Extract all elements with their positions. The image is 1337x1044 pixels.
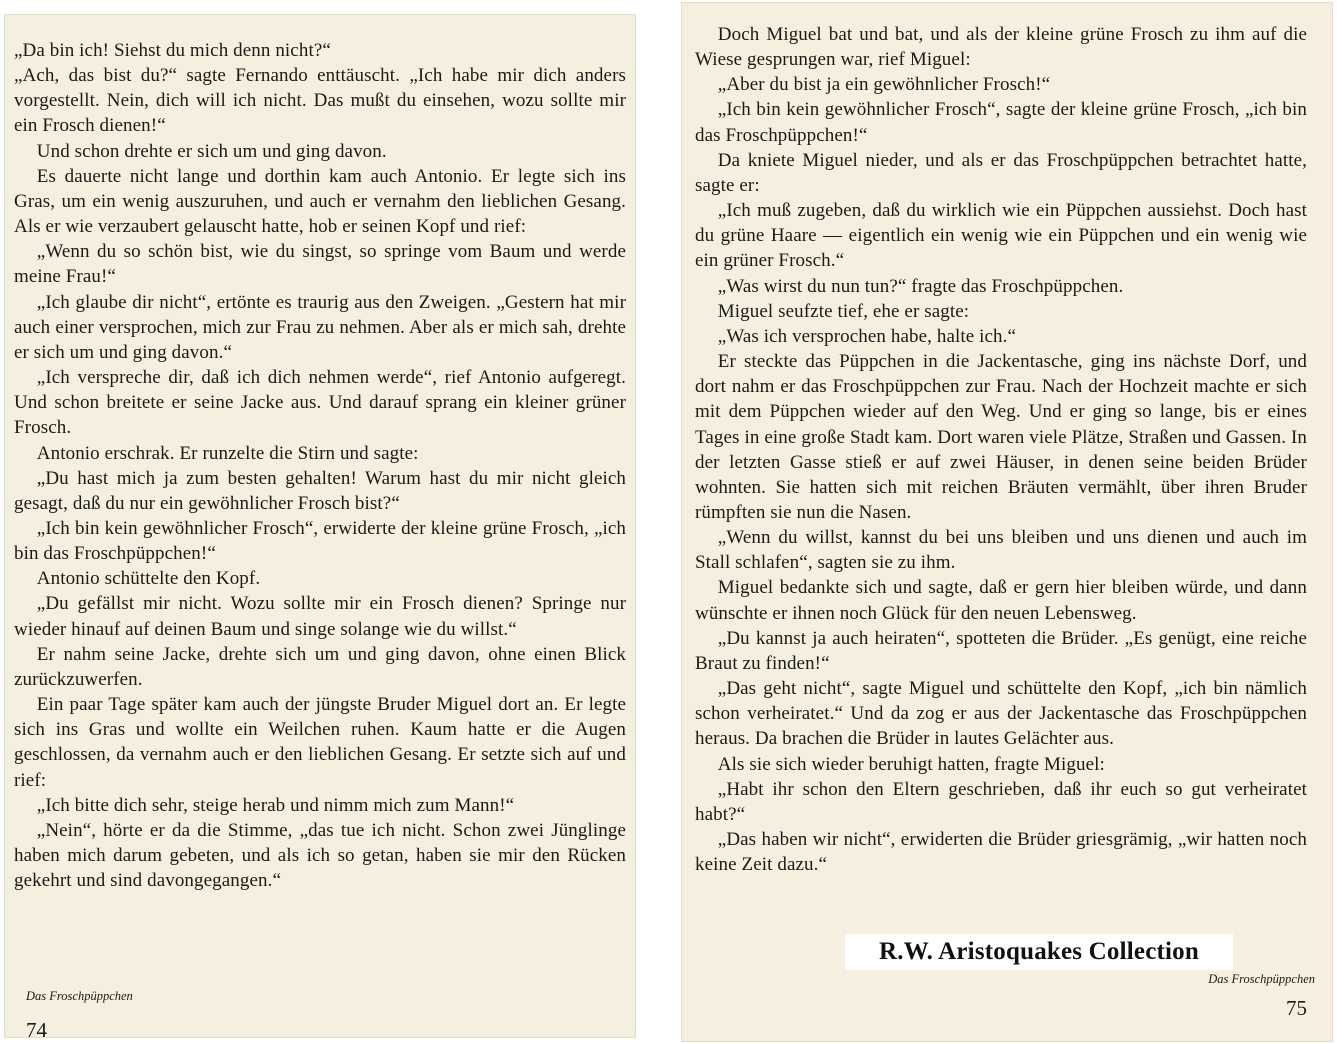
right-page-text	[695, 22, 1307, 877]
paragraph: Ein paar Tage später kam auch der jüngste Bruder Miguel dort an. Er legte sich ins Gras und wollte ein Weilchen ruhen. Kaum hatte er die Augen geschlossen, da vernahm auch er den lieblichen Gesang. Er setzte sich auf und rief:	[14, 694, 626, 791]
right-book-page	[681, 2, 1333, 1042]
paragraph: „Nein“, hörte er da die Stimme, „das tue ich nicht. Schon zwei Jünglinge haben mich darum gebeten, und als ich so getan, haben sie mir den Rücken gekehrt und sind davongegangen.“	[14, 819, 626, 892]
collection-label: R.W. Aristoquakes Collection	[845, 934, 1233, 970]
paragraph: Miguel seufzte tief, ehe er sagte:	[717, 300, 970, 322]
paragraph: „Das haben wir nicht“, erwiderten die Brüder griesgrämig, „wir hatten noch keine Zeit dazu.“	[695, 829, 1307, 876]
left-book-page	[4, 14, 636, 1042]
page-number: 75	[1286, 996, 1307, 1020]
paragraph: „Du gefällst mir nicht. Wozu sollte mir ein Frosch dienen? Springe nur wieder hinauf auf deinen Baum und singe solange wie du willst.“	[14, 593, 626, 640]
paragraph: „Wenn du willst, kannst du bei uns bleiben und uns dienen und auch im Stall schlafen“, sagten sie zu ihm.	[695, 527, 1307, 574]
paragraph: Als sie sich wieder beruhigt hatten, fragte Miguel:	[717, 753, 1105, 775]
paragraph: Antonio erschrak. Er runzelte die Stirn und sagte:	[36, 442, 419, 464]
left-page-text	[14, 38, 626, 893]
page-number: 74	[26, 1018, 47, 1042]
paragraph: „Ich bitte dich sehr, steige herab und nimm mich zum Mann!“	[36, 794, 515, 816]
paragraph: „Ich bin kein gewöhnlicher Frosch“, sagte der kleine grüne Frosch, „ich bin das Froschpüppchen!“	[695, 99, 1307, 146]
paragraph: „Ich verspreche dir, daß ich dich nehmen werde“, rief Antonio aufgeregt. Und schon breitete er seine Jacke aus. Und darauf sprang ein kleiner grüner Frosch.	[14, 367, 626, 439]
paragraph: Miguel bedankte sich und sagte, daß er gern hier bleiben würde, und dann wünschte er ihnen noch Glück für den neuen Lebensweg.	[695, 577, 1307, 624]
paragraph: „Aber du bist ja ein gewöhnlicher Frosch!“	[717, 74, 1051, 96]
paragraph: „Du hast mich ja zum besten gehalten! Warum hast du mir nicht gleich gesagt, daß du nur ein gewöhnlicher Frosch bist?“	[14, 467, 626, 514]
paragraph: Antonio schüttelte den Kopf.	[36, 568, 261, 590]
running-title: Das Froschpüppchen	[1208, 972, 1315, 986]
paragraph: „Ach, das bist du?“ sagte Fernando enttäuscht. „Ich habe mir dich anders vorgestellt. Nein, dich will ich nicht. Das mußt du einsehen, wozu sollte mir ein Frosch dienen!“	[14, 65, 626, 137]
paragraph: „Das geht nicht“, sagte Miguel und schüttelte den Kopf, „ich bin nämlich schon verheiratet.“ Und da zog er aus der Jackentasche das Froschpüppchen heraus. Da brachen die Brüder in lautes Gelächter aus.	[695, 678, 1307, 750]
running-title: Das Froschpüppchen	[26, 989, 133, 1003]
paragraph: „Da bin ich! Siehst du mich denn nicht?“	[14, 40, 331, 61]
paragraph: „Habt ihr schon den Eltern geschrieben, daß ihr euch so gut verheiratet habt?“	[695, 778, 1307, 825]
paragraph: „Was ich versprochen habe, halte ich.“	[717, 325, 1017, 347]
paragraph: „Was wirst du nun tun?“ fragte das Froschpüppchen.	[717, 275, 1124, 297]
paragraph: Und schon drehte er sich um und ging davon.	[36, 140, 387, 162]
paragraph: „Ich muß zugeben, daß du wirklich wie ein Püppchen aussiehst. Doch hast du grüne Haare — eigentlich ein wenig wie ein Püppchen und ein wenig wie ein grüner Frosch.“	[695, 200, 1307, 272]
paragraph: „Du kannst ja auch heiraten“, spotteten die Brüder. „Es genügt, eine reiche Braut zu finden!“	[695, 627, 1307, 674]
paragraph: Es dauerte nicht lange und dorthin kam auch Antonio. Er legte sich ins Gras, um ein wenig auszuruhen, und auch er vernahm den lieblichen Gesang. Als er wie verzaubert gelauscht hatte, hob er seinen Kopf und rief:	[14, 165, 626, 238]
paragraph: „Ich bin kein gewöhnlicher Frosch“, erwiderte der kleine grüne Frosch, „ich bin das Froschpüppchen!“	[14, 517, 626, 565]
paragraph: Da kniete Miguel nieder, und als er das Froschpüppchen betrachtet hatte, sagte er:	[695, 149, 1307, 196]
paragraph: Er nahm seine Jacke, drehte sich um und ging davon, ohne einen Blick zurückzuwerfen.	[14, 643, 626, 690]
paragraph: Er steckte das Püppchen in die Jackentasche, ging ins nächste Dorf, und dort nahm er das Froschpüppchen zur Frau. Nach der Hochzeit machte er sich mit dem Püppchen wieder auf den Weg. Und er ging so lange, bis er eines Tages in eine große Stadt kam. Dort waren viele Plätze, Straßen und Gassen. In der letzten Gasse stieß er auf zwei Häuser, in denen seine beiden Brüder wohnten. Sie hatten sich mit reichen Bräuten vermählt, über ihren Bruder rümpften sie nun die Nasen.	[695, 351, 1307, 523]
paragraph: Doch Miguel bat und bat, und als der kleine grüne Frosch zu ihm auf die Wiese gesprungen war, rief Miguel:	[695, 24, 1307, 71]
paragraph: „Ich glaube dir nicht“, ertönte es traurig aus den Zweigen. „Gestern hat mir auch einer versprochen, mich zur Frau zu nehmen. Aber als er mich sah, drehte er sich um und ging davon.“	[14, 291, 626, 363]
paragraph: „Wenn du so schön bist, wie du singst, so springe vom Baum und werde meine Frau!“	[14, 241, 626, 288]
